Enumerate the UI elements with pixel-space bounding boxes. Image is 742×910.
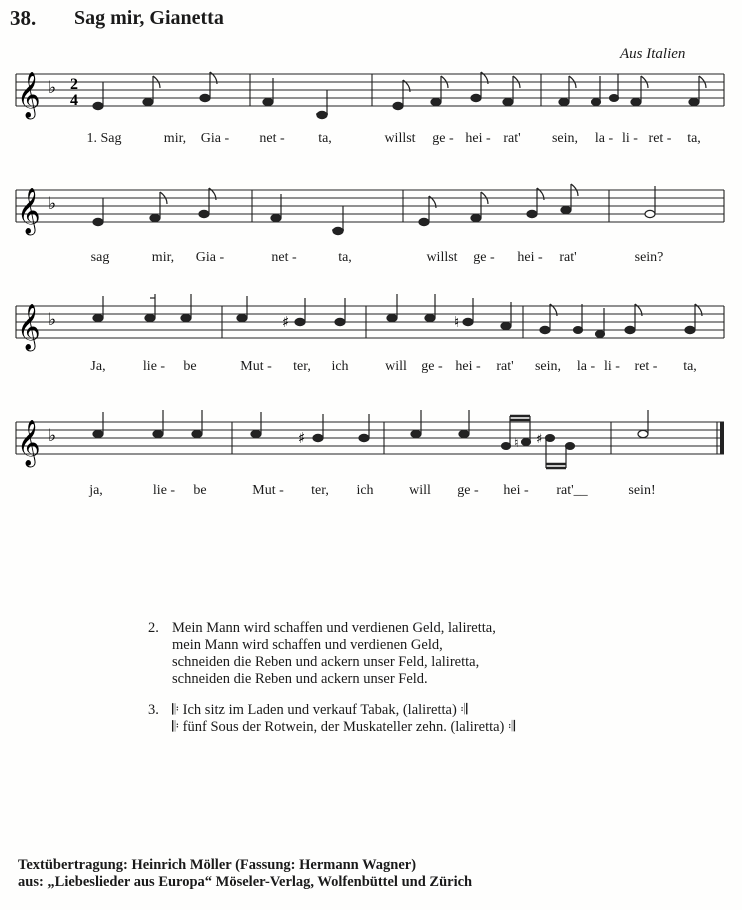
- lyric-syllable: rat': [503, 131, 521, 146]
- lyric-syllable: ta,: [338, 250, 352, 265]
- treble-clef-icon: 𝄞: [17, 72, 41, 118]
- verse-line: 𝄆 Ich sitz im Laden und verkauf Tabak, (laliretta) 𝄇: [172, 702, 468, 718]
- lyric-syllable: Ja,: [90, 359, 106, 374]
- music-staff-3: [0, 294, 742, 354]
- verse-number: 2.: [148, 620, 159, 636]
- lyric-syllable: lie -: [152, 483, 176, 498]
- lyric-syllable: mir,: [163, 131, 187, 146]
- lyric-syllable: hei -: [465, 131, 491, 146]
- lyric-syllable: Mut -: [252, 483, 284, 498]
- lyric-syllable: net -: [259, 131, 285, 146]
- verse-line: 𝄆 fünf Sous der Rotwein, der Muskateller zehn. (laliretta) 𝄇: [172, 719, 516, 735]
- lyric-syllable: willst: [426, 250, 458, 265]
- lyric-syllable: lie -: [142, 359, 166, 374]
- lyric-syllable: Mut -: [240, 359, 272, 374]
- lyric-syllable: ich: [331, 359, 349, 374]
- flat-icon: ♭: [48, 310, 57, 330]
- lyric-syllable: ta,: [318, 131, 332, 146]
- lyric-syllable: will: [385, 359, 407, 374]
- flat-icon: ♭: [48, 78, 57, 98]
- lyric-syllable: ret -: [634, 359, 658, 374]
- lyric-syllable: Gia -: [200, 131, 230, 146]
- lyric-syllable: ich: [356, 483, 374, 498]
- lyric-syllable: hei -: [455, 359, 481, 374]
- treble-clef-icon: 𝄞: [17, 304, 41, 350]
- lyric-syllable: willst: [384, 131, 416, 146]
- lyric-syllable: ge -: [473, 250, 495, 265]
- sharp-icon: ♯: [282, 313, 290, 331]
- verse-line: Mein Mann wird schaffen und verdienen Geld, laliretta,: [172, 620, 496, 636]
- credits: [18, 857, 472, 891]
- lyric-syllable: sein,: [534, 359, 562, 374]
- lyric-syllable: 1. Sag: [86, 131, 122, 146]
- lyric-syllable: ja,: [89, 483, 103, 498]
- lyric-syllable: li -: [604, 359, 620, 374]
- lyric-syllable: sein!: [628, 483, 656, 498]
- lyric-syllable: ter,: [311, 483, 329, 498]
- lyric-syllable: sag: [90, 250, 110, 265]
- lyric-syllable: Gia -: [195, 250, 225, 265]
- lyric-syllable: la -: [594, 131, 614, 146]
- lyric-syllable: will: [409, 483, 431, 498]
- lyric-syllable: ta,: [687, 131, 701, 146]
- song-title: Sag mir, Gianetta: [74, 7, 224, 29]
- lyric-syllable: la -: [576, 359, 596, 374]
- lyric-syllable: mir,: [151, 250, 175, 265]
- verse-line: schneiden die Reben und ackern unser Feld, laliretta,: [172, 654, 480, 670]
- lyric-syllable: sein,: [551, 131, 579, 146]
- treble-clef-icon: 𝄞: [17, 420, 41, 466]
- lyric-syllable: li -: [622, 131, 638, 146]
- verse-2: [148, 620, 496, 688]
- lyric-syllable: rat': [559, 250, 577, 265]
- lyric-syllable: ret -: [648, 131, 672, 146]
- lyric-syllable: ge -: [421, 359, 443, 374]
- treble-clef-icon: 𝄞: [17, 188, 41, 234]
- lyric-syllable: hei -: [503, 483, 529, 498]
- lyric-syllable: hei -: [517, 250, 543, 265]
- natural-icon: ♮: [454, 313, 460, 331]
- lyric-syllable: be: [193, 483, 207, 498]
- lyric-syllable: ter,: [293, 359, 311, 374]
- flat-icon: ♭: [48, 194, 57, 214]
- verse-number: 3.: [148, 702, 159, 718]
- song-origin: Aus Italien: [620, 46, 686, 62]
- credit-translation: Textübertragung: Heinrich Möller (Fassung: Hermann Wagner): [18, 857, 417, 873]
- time-sig-bottom: 4: [70, 92, 78, 109]
- lyric-syllable: sein?: [634, 250, 664, 265]
- lyric-syllable: be: [183, 359, 197, 374]
- song-number: 38.: [10, 6, 37, 30]
- music-staff-1: [0, 62, 742, 122]
- flat-icon: ♭: [48, 426, 57, 446]
- verse-line: mein Mann wird schaffen und verdienen Geld,: [172, 637, 443, 653]
- lyric-syllable: ge -: [432, 131, 454, 146]
- lyric-syllable: ge -: [457, 483, 479, 498]
- lyric-syllable: net -: [271, 250, 297, 265]
- lyric-syllable: ta,: [683, 359, 697, 374]
- time-sig-top: 2: [70, 76, 78, 93]
- verse-line: schneiden die Reben und ackern unser Feld.: [172, 671, 428, 687]
- sharp-icon: ♯: [536, 432, 543, 447]
- music-staff-2: [0, 178, 742, 238]
- verse-3: [148, 702, 515, 736]
- natural-icon: ♮: [514, 436, 519, 451]
- sharp-icon: ♯: [298, 429, 306, 447]
- credit-source: aus: „Liebeslieder aus Europa“ Möseler-Verlag, Wolfenbüttel und Zürich: [18, 874, 473, 890]
- music-staff-4: [0, 410, 742, 486]
- lyric-syllable: rat': [496, 359, 514, 374]
- lyric-syllable: rat'__: [556, 483, 588, 498]
